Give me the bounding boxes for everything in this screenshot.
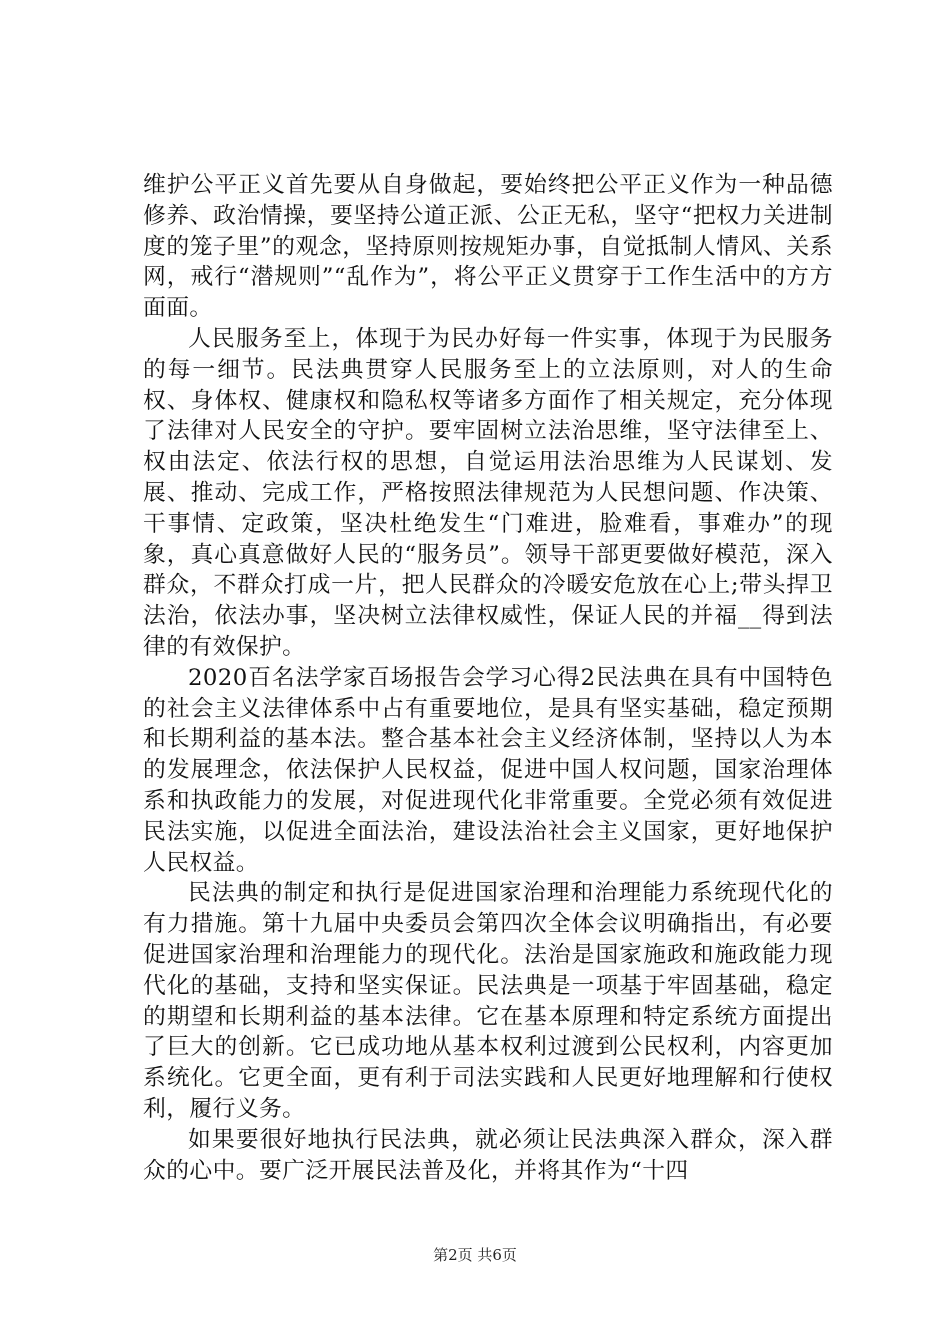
paragraph-4: 民法典的制定和执行是促进国家治理和治理能力系统现代化的有力措施。第十九届中央委员会第四次全体会议明确指出，有必要促进国家治理和治理能力的现代化。法治是国家施政和施政能力现代化的基础，支持和坚实保证。民法典是一项基于牢固基础，稳定的期望和长期利益的基本法律。它在基本原理和特定系统方面提出了巨大的创新。它已成功地从基本权利过渡到公民权利，内容更加系统化。它更全面，更有利于司法实践和人民更好地理解和行使权利，履行义务。 bbox=[143, 880, 833, 1122]
page-number-footer: 第2页 共6页 bbox=[433, 1246, 517, 1264]
paragraph-3: 2020百名法学家百场报告会学习心得2民法典在具有中国特色的社会主义法律体系中占有重要地位，是具有坚实基础，稳定预期和长期利益的基本法。整合基本社会主义经济体制，坚持以人为本的发展理念，依法保护人民权益，促进中国人权问题，国家治理体系和执政能力的发展，对促进现代化非常重要。全党必须有效促进民法实施，以促进全面法治，建设法治社会主义国家，更好地保护人民权益。 bbox=[143, 664, 833, 876]
paragraph-5: 如果要很好地执行民法典，就必须让民法典深入群众，深入群众的心中。要广泛开展民法普及化，并将其作为“十四 bbox=[143, 1126, 833, 1184]
paragraph-1: 维护公平正义首先要从自身做起，要始终把公平正义作为一种品德修养、政治情操，要坚持公道正派、公正无私，坚守“把权力关进制度的笼子里”的观念，坚持原则按规矩办事，自觉抵制人情风、关系网，戒行“潜规则”“乱作为”，将公平正义贯穿于工作生活中的方方面面。 bbox=[143, 172, 833, 322]
document-body bbox=[143, 170, 833, 1186]
paragraph-2: 人民服务至上，体现于为民办好每一件实事，体现于为民服务的每一细节。民法典贯穿人民服务至上的立法原则，对人的生命权、身体权、健康权和隐私权等诸多方面作了相关规定，充分体现了法律对人民安全的守护。要牢固树立法治思维，坚守法律至上、权由法定、依法行权的思想，自觉运用法治思维为人民谋划、发展、推动、完成工作，严格按照法律规范为人民想问题、作决策、干事情、定政策，坚决杜绝发生“门难进，脸难看，事难办”的现象，真心真意做好人民的“服务员”。领导干部更要做好模范，深入群众，不群众打成一片，把人民群众的冷暖安危放在心上;带头捍卫法治，依法办事，坚决树立法律权威性，保证人民的并福__得到法律的有效保护。 bbox=[143, 325, 833, 660]
